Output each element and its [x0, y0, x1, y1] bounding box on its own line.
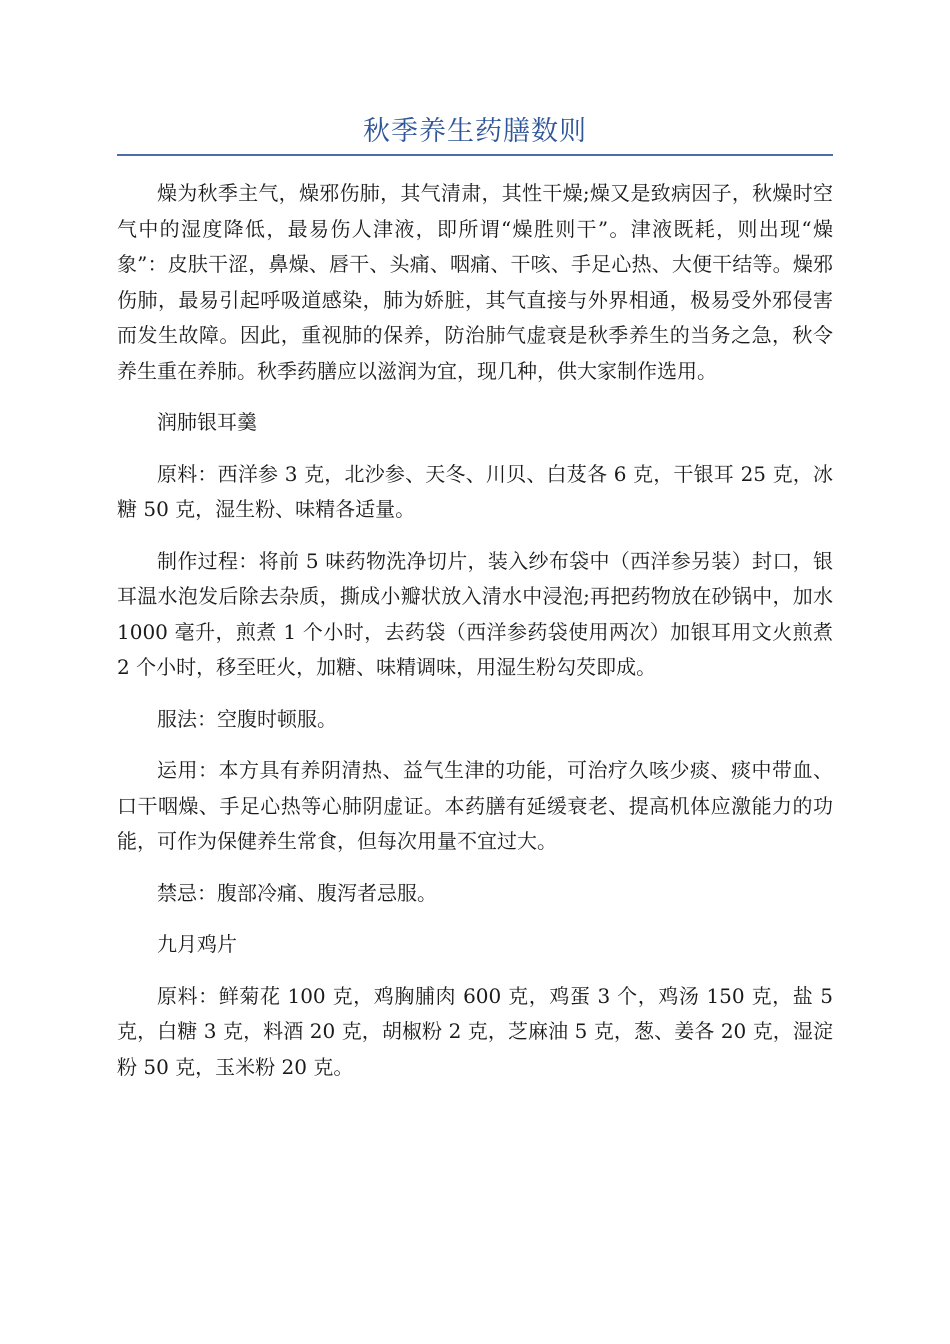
recipe-heading-yiner: 润肺银耳羹 [157, 410, 257, 434]
contraindication-paragraph: 禁忌：腹部冷痛、腹泻者忌服。 [157, 880, 437, 905]
document-title: 秋季养生药膳数则 [363, 116, 587, 147]
preparation-paragraph: 制作过程：将前 5 味药物洗净切片，装入纱布袋中（西洋参另装）封口，银耳温水泡发后除去杂质，撕成小瓣状放入清水中浸泡;再把药物放在砂锅中，加水 1000 毫升，煎煮 1 个小时，去药袋（西洋参药袋使用两次）加银耳用文火煎煮 2 个小时，移至旺火，加糖、味精调味，用湿生粉勾芡即成。 [117, 548, 833, 679]
dosage-paragraph: 服法：空腹时顿服。 [157, 706, 337, 731]
recipe-heading-jipian: 九月鸡片 [157, 932, 237, 956]
usage-paragraph: 运用：本方具有养阴清热、益气生津的功能，可治疗久咳少痰、痰中带血、口干咽燥、手足心热等心肺阴虚证。本药膳有延缓衰老、提高机体应激能力的功能，可作为保健养生常食，但每次用量不宜过大。 [117, 758, 833, 853]
title-underline [117, 154, 833, 156]
document-page [117, 112, 833, 1101]
ingredients-paragraph-2: 原料：鲜菊花 100 克，鸡胸脯肉 600 克，鸡蛋 3 个，鸡汤 150 克，盐 5 克，白糖 3 克，料酒 20 克，胡椒粉 2 克，芝麻油 5 克，葱、姜各 20 克，湿淀粉 50 克，玉米粉 20 克。 [117, 983, 833, 1079]
intro-paragraph: 燥为秋季主气，燥邪伤肺，其气清肃，其性干燥;燥又是致病因子，秋燥时空气中的湿度降低，最易伤人津液，即所谓“燥胜则干”。津液既耗，则出现“燥象”：皮肤干涩，鼻燥、唇干、头痛、咽痛、干咳、手足心热、大便干结等。燥邪伤肺，最易引起呼吸道感染，肺为娇脏，其气直接与外界相通，极易受外邪侵害而发生故障。因此，重视肺的保养，防治肺气虚衰是秋季养生的当务之急，秋令养生重在养肺。秋季药膳应以滋润为宜，现几种，供大家制作选用。 [117, 181, 833, 383]
ingredients-paragraph: 原料：西洋参 3 克，北沙参、天冬、川贝、白芨各 6 克，干银耳 25 克，冰糖 50 克，湿生粉、味精各适量。 [117, 461, 833, 521]
